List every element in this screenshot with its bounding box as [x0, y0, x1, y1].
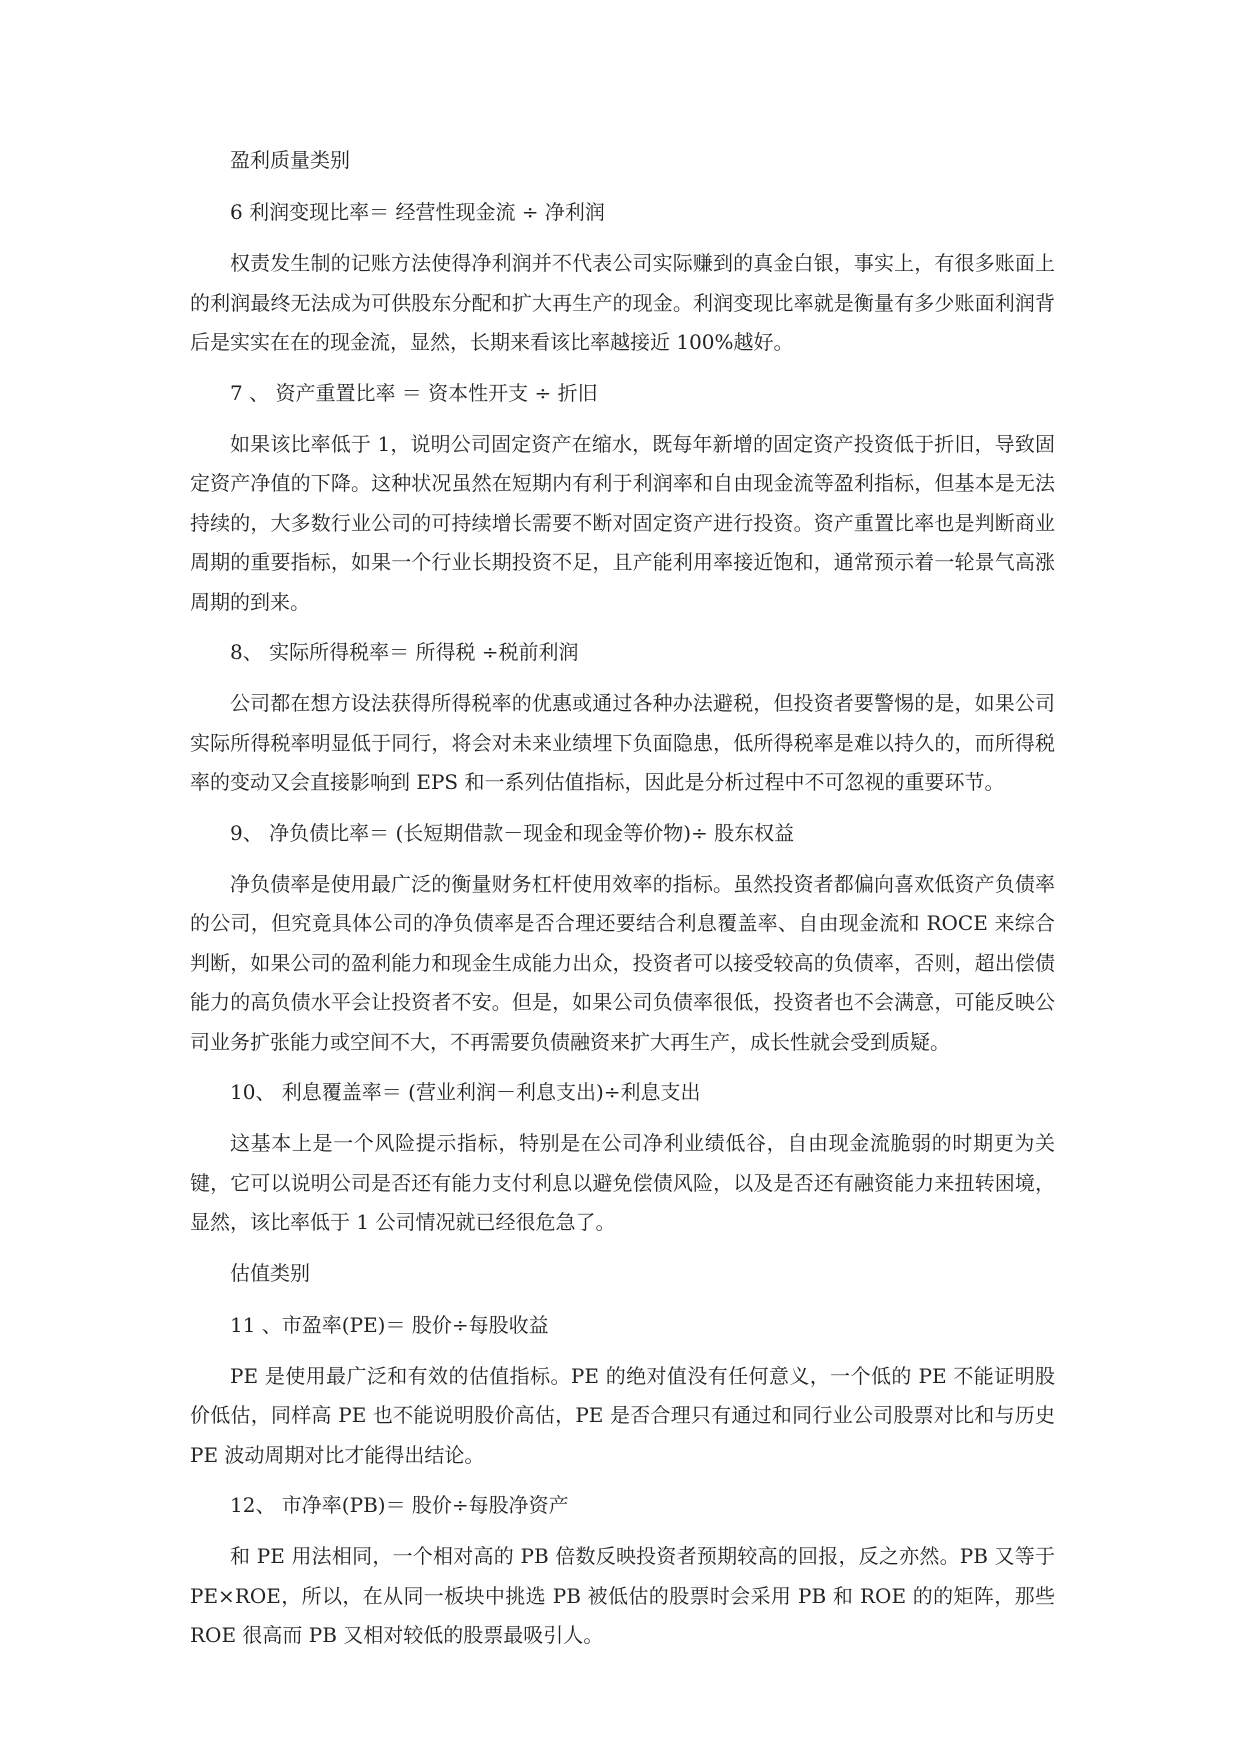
formula-heading-8: 8、 实际所得税率＝ 所得税 ÷税前利润 [230, 640, 579, 664]
paragraph-12: 和 PE 用法相同，一个相对高的 PB 倍数反映投资者预期较高的回报，反之亦然。PB 又等于 PE×ROE，所以，在从同一板块中挑选 PB 被低估的股票时会采用 PB 和 ROE 的的矩阵，那些 ROE 很高而 PB 又相对较低的股票最吸引人。 [190, 1544, 1055, 1647]
paragraph-8: 公司都在想方设法获得所得税率的优惠或通过各种办法避税，但投资者要警惕的是，如果公司实际所得税率明显低于同行，将会对未来业绩埋下负面隐患，低所得税率是难以持久的，而所得税率的变动又会直接影响到 EPS 和一系列估值指标，因此是分析过程中不可忽视的重要环节。 [190, 691, 1055, 794]
document-page [190, 140, 1055, 1656]
formula-heading-7: 7 、 资产重置比率 ＝ 资本性开支 ÷ 折旧 [230, 380, 598, 405]
paragraph-9: 净负债率是使用最广泛的衡量财务杠杆使用效率的指标。虽然投资者都偏向喜欢低资产负债率的公司，但究竟具体公司的净负债率是否合理还要结合利息覆盖率、自由现金流和 ROCE 来综合判断，如果公司的盈利能力和现金生成能力出众，投资者可以接受较高的负债率，否则，超出偿债能力的高负债水平会让投资者不安。但是，如果公司负债率很低，投资者也不会满意，可能反映公司业务扩张能力或空间不大，不再需要负债融资来扩大再生产，成长性就会受到质疑。 [190, 871, 1055, 1054]
formula-heading-9: 9、 净负债比率＝ (长短期借款－现金和现金等价物)÷ 股东权益 [230, 820, 795, 845]
paragraph-6: 权责发生制的记账方法使得净利润并不代表公司实际赚到的真金白银，事实上，有很多账面上的利润最终无法成为可供股东分配和扩大再生产的现金。利润变现比率就是衡量有多少账面利润背后是实实在在的现金流，显然，长期来看该比率越接近 100%越好。 [190, 251, 1055, 354]
section-heading-profit-quality: 盈利质量类别 [230, 148, 350, 172]
paragraph-10: 这基本上是一个风险提示指标，特别是在公司净利业绩低谷，自由现金流脆弱的时期更为关键，它可以说明公司是否还有能力支付利息以避免偿债风险，以及是否还有融资能力来扭转困境，显然，该比率低于 1 公司情况就已经很危急了。 [190, 1131, 1055, 1234]
formula-heading-12: 12、 市净率(PB)＝ 股价÷每股净资产 [230, 1493, 569, 1517]
paragraph-7: 如果该比率低于 1，说明公司固定资产在缩水，既每年新增的固定资产投资低于折旧，导致固定资产净值的下降。这种状况虽然在短期内有利于利润率和自由现金流等盈利指标，但基本是无法持续的，大多数行业公司的可持续增长需要不断对固定资产进行投资。资产重置比率也是判断商业周期的重要指标，如果一个行业长期投资不足，且产能利用率接近饱和，通常预示着一轮景气高涨周期的到来。 [190, 431, 1055, 614]
formula-heading-11: 11 、市盈率(PE)＝ 股价÷每股收益 [230, 1312, 549, 1337]
formula-heading-6: 6 利润变现比率＝ 经营性现金流 ÷ 净利润 [230, 200, 605, 224]
section-heading-valuation: 估值类别 [230, 1260, 310, 1285]
paragraph-11: PE 是使用最广泛和有效的估值指标。PE 的绝对值没有任何意义，一个低的 PE 不能证明股价低估，同样高 PE 也不能说明股价高估，PE 是否合理只有通过和同行业公司股票对比和与历史 PE 波动周期对比才能得出结论。 [190, 1363, 1055, 1467]
formula-heading-10: 10、 利息覆盖率＝ (营业利润－利息支出)÷利息支出 [230, 1080, 701, 1104]
